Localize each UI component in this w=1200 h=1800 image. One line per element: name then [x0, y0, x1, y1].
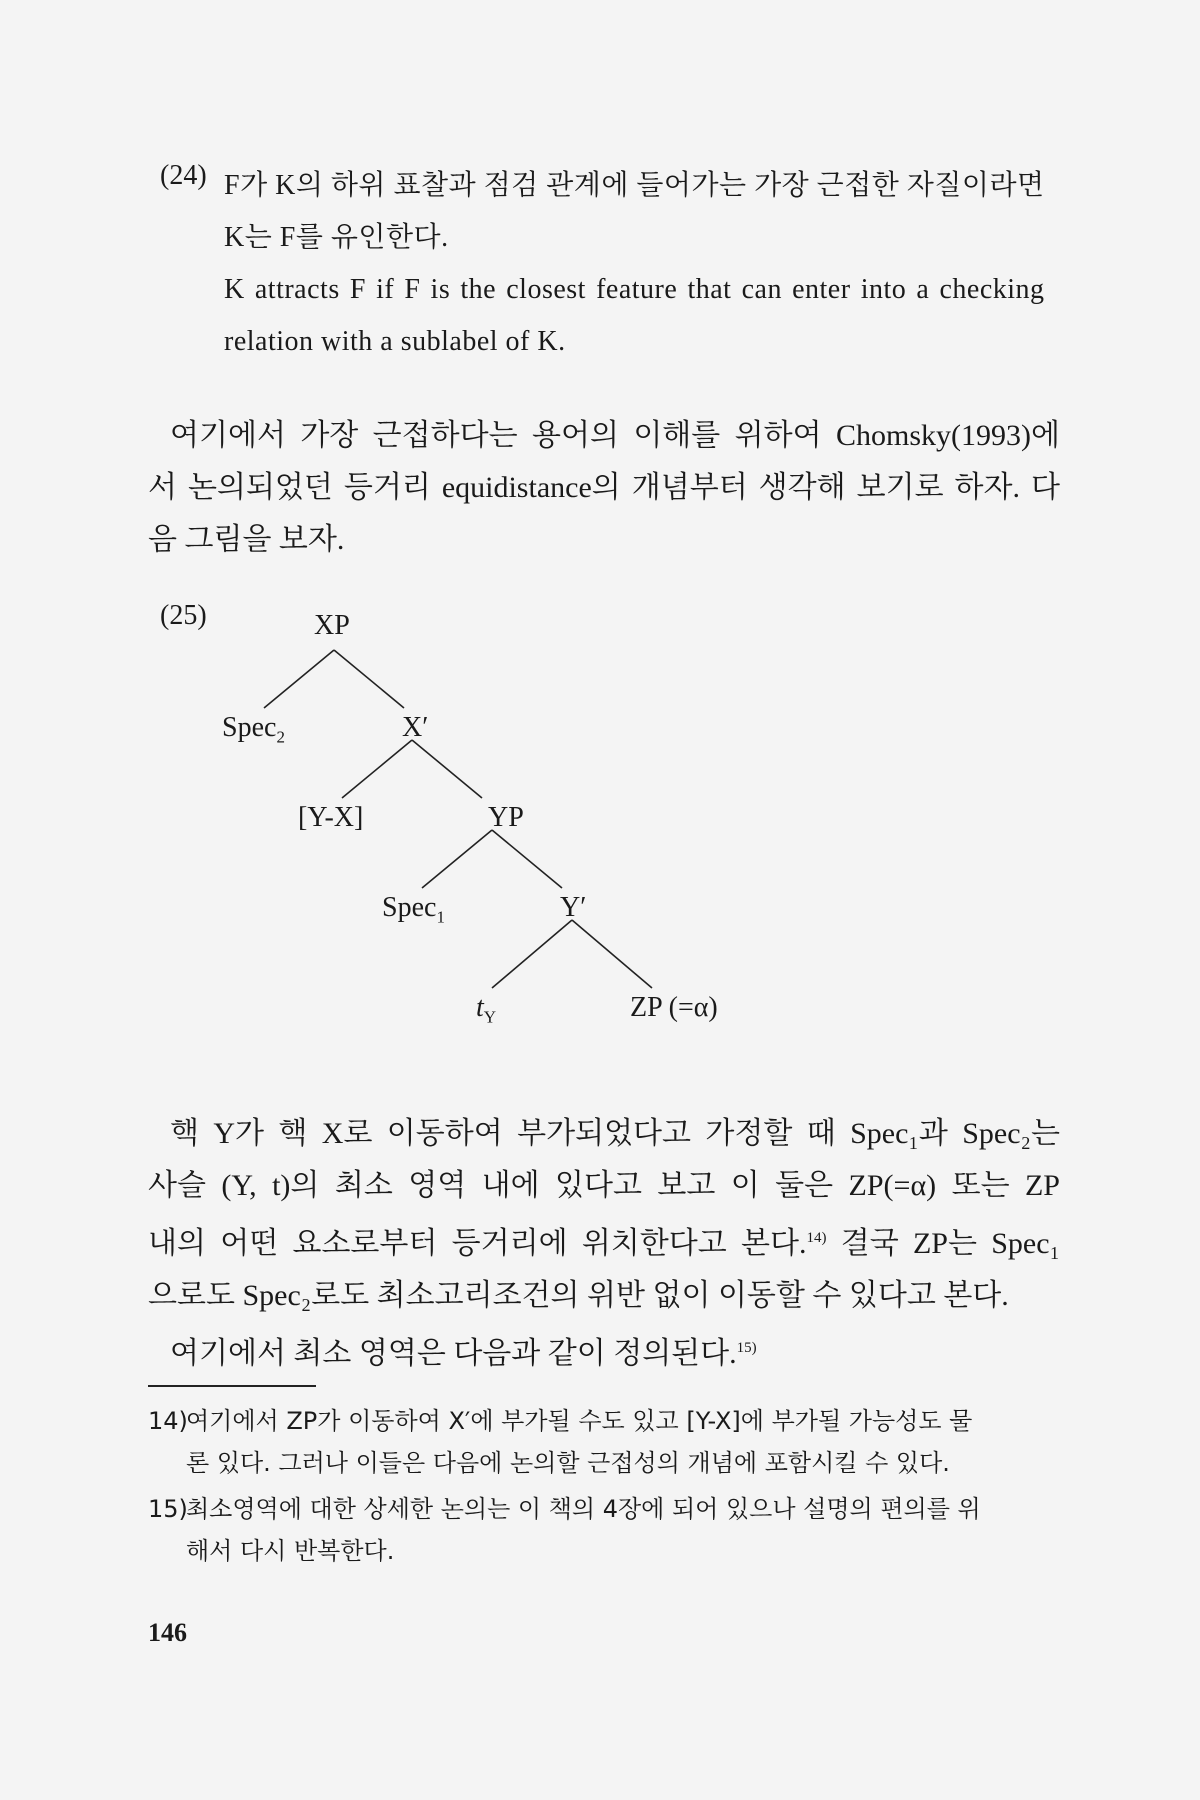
example-korean-line: K는 F를 유인한다. [224, 222, 449, 253]
footnote-14 [148, 1400, 1060, 1484]
node-y-x: [Y-X] [298, 802, 364, 833]
example-korean-line: F가 K의 하위 표찰과 점검 관계에 들어가는 가장 근접한 자질이라면 [224, 170, 1045, 201]
node-xp: XP [314, 610, 350, 641]
footnote-15 [148, 1488, 1060, 1572]
node-trace-y: $t_Y$ [476, 992, 497, 1027]
footnote-ref-14[interactable]: 14) [806, 1230, 827, 1246]
branch-yp-spec1 [422, 830, 492, 888]
footnote-ref-15[interactable]: 15) [736, 1340, 757, 1356]
paragraph-line: 여기에서 가장 근접하다는 용어의 이해를 위하여 Chomsky(1993)에 [170, 419, 1060, 452]
branch-yp-ybar [492, 830, 562, 888]
example-number: (25) [160, 600, 207, 631]
paragraph-line: 으로도 Spec₂로도 최소고리조건의 위반 없이 이동할 수 있다고 본다. [148, 1279, 1009, 1312]
footnotes [148, 1400, 1060, 1576]
syntax-tree-example-25 [0, 600, 1200, 1060]
branch-xp-spec2 [264, 650, 334, 708]
paragraph-line: 내의 어떤 요소로부터 등거리에 위치한다고 본다.$^{14)}$ 결국 ZP는 Spec₁ [148, 1227, 1060, 1260]
footnote-line: 여기에서 ZP가 이동하여 X′에 부가될 수도 있고 [Y-X]에 부가될 가능성도 물 [186, 1407, 973, 1435]
footnote-number: 15) [148, 1495, 188, 1523]
page-number: 146 [148, 1618, 187, 1647]
footnote-line: 최소영역에 대한 상세한 논의는 이 책의 4장에 되어 있으나 설명의 편의를 위 [186, 1495, 981, 1523]
branch-xbar-yp [412, 740, 482, 798]
footnote-line: 해서 다시 반복한다. [186, 1537, 395, 1565]
node-spec1: Spec$_1$ [382, 892, 445, 927]
footnote-line: 론 있다. 그러나 이들은 다음에 논의할 근접성의 개념에 포함시킬 수 있다. [186, 1449, 950, 1477]
branch-xbar-yx [342, 740, 412, 798]
branch-ybar-ty [492, 920, 572, 988]
paragraph-head-movement [148, 1108, 1060, 1380]
example-english-line: K attracts F if F is the closest feature that can enter into a checking [224, 274, 1045, 305]
branch-ybar-zp [572, 920, 652, 988]
paragraph-line: 핵 Y가 핵 X로 이동하여 부가되었다고 가정할 때 Spec₁과 Spec₂는 [170, 1117, 1060, 1150]
footnote-divider [148, 1385, 316, 1387]
branch-xp-xbar [334, 650, 404, 708]
paragraph-line: 사슬 (Y, t)의 최소 영역 내에 있다고 보고 이 둘은 ZP(=α) 또는 ZP [148, 1169, 1060, 1202]
node-spec2: Spec$_2$ [222, 712, 285, 747]
paragraph-line: 음 그림을 보자. [148, 523, 345, 556]
node-yp: YP [488, 802, 524, 833]
paragraph-equidistance-intro [148, 410, 1060, 566]
example-number: (24) [160, 160, 207, 191]
example-24 [160, 160, 1060, 368]
paragraph-line: 서 논의되었던 등거리 equidistance의 개념부터 생각해 보기로 하자. 다 [148, 471, 1060, 504]
node-x-bar: X′ [402, 712, 429, 743]
example-english-line: relation with a sublabel of K. [224, 326, 566, 357]
paragraph-line: 여기에서 최소 영역은 다음과 같이 정의된다.$^{15)}$ [170, 1337, 757, 1370]
node-zp: ZP (=α) [630, 992, 718, 1023]
node-y-bar: Y′ [560, 892, 587, 923]
tree-branches [0, 600, 1200, 1060]
footnote-number: 14) [148, 1407, 188, 1435]
